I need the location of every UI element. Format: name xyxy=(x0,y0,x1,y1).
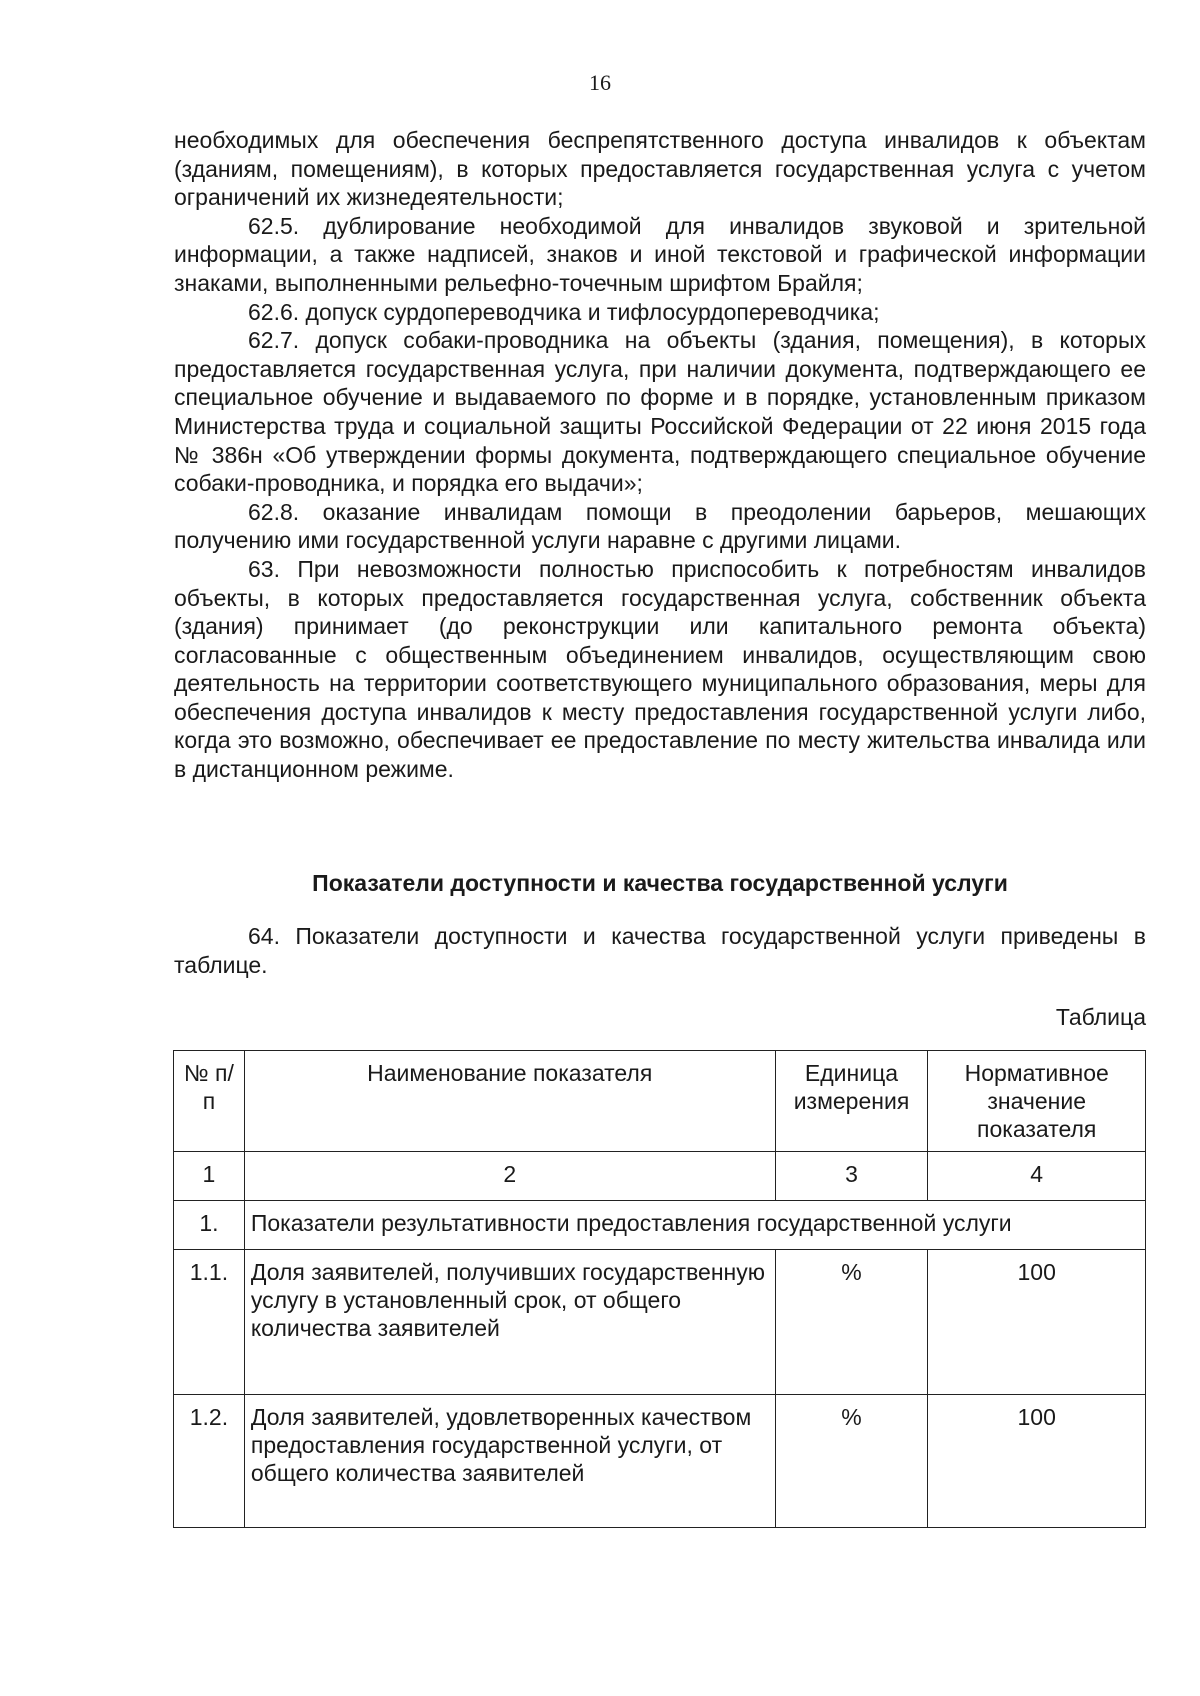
column-number-row xyxy=(174,1152,1146,1201)
column-number: 1 xyxy=(174,1152,245,1201)
table-caption: Таблица xyxy=(1055,1004,1146,1030)
table-header-row xyxy=(174,1051,1146,1152)
column-number: 3 xyxy=(775,1152,928,1201)
indicators-table xyxy=(173,1050,1146,1528)
section-heading: Показатели доступности и качества государственной услуги xyxy=(312,870,1008,896)
header-unit: Единица измерения xyxy=(775,1051,928,1152)
paragraph-62-5: 62.5. дублирование необходимой для инвалидов звуковой и зрительной информации, а также надписей, знаков и иной текстовой и графической информации знаками, выполненными рельефно-точечным шрифтом Брайля; xyxy=(174,212,1146,296)
table-row xyxy=(174,1250,1146,1395)
row-number: 1.2. xyxy=(174,1395,245,1528)
group-title: Показатели результативности предоставления государственной услуги xyxy=(244,1201,1145,1250)
table-row xyxy=(174,1395,1146,1528)
paragraph-63: 63. При невозможности полностью приспособить к потребностям инвалидов объекты, в которых предоставляется государственная услуга, собственник объекта (здания) принимает (до реконструкции или капитального ремонта объекта) согласованные с общественным объединением инвалидов, осуществляющим свою деятельность на территории соответствующего муниципального образования, меры для обеспечения доступа инвалидов к месту предоставления государственной услуги либо, когда это возможно, обеспечивает ее предоставление по месту жительства инвалида или в дистанционном режиме. xyxy=(174,555,1146,783)
paragraph-continuation: необходимых для обеспечения беспрепятственного доступа инвалидов к объектам (зданиям, помещениям), в которых предоставляется государственная услуга с учетом ограничений их жизнедеятельности; xyxy=(174,127,1146,211)
paragraph-64: 64. Показатели доступности и качества государственной услуги приведены в таблице. xyxy=(174,923,1146,978)
row-unit: % xyxy=(775,1250,928,1395)
row-indicator-name: Доля заявителей, получивших государственную услугу в установленный срок, от общего количества заявителей xyxy=(244,1250,775,1395)
row-indicator-name: Доля заявителей, удовлетворенных качеством предоставления государственной услуги, от общего количества заявителей xyxy=(244,1395,775,1528)
header-normative-value: Нормативное значение показателя xyxy=(928,1051,1146,1152)
column-number: 2 xyxy=(244,1152,775,1201)
row-value: 100 xyxy=(928,1395,1146,1528)
header-indicator-name: Наименование показателя xyxy=(244,1051,775,1152)
paragraph-62-8: 62.8. оказание инвалидам помощи в преодолении барьеров, мешающих получению ими государственной услуги наравне с другими лицами. xyxy=(174,498,1146,554)
column-number: 4 xyxy=(928,1152,1146,1201)
paragraph-62-6: 62.6. допуск сурдопереводчика и тифлосурдопереводчика; xyxy=(248,298,880,325)
header-number: № п/п xyxy=(174,1051,245,1152)
paragraph-62-7: 62.7. допуск собаки-проводника на объекты (здания, помещения), в которых предоставляется государственная услуга, при наличии документа, подтверждающего ее специальное обучение и выдаваемого по форме и в порядке, установленным приказом Министерства труда и социальной защиты Российской Федерации от 22 июня 2015 года № 386н «Об утверждении формы документа, подтверждающего специальное обучение собаки-проводника, и порядка его выдачи»; xyxy=(174,327,1146,497)
row-number: 1.1. xyxy=(174,1250,245,1395)
body-text xyxy=(174,126,1146,784)
row-value: 100 xyxy=(928,1250,1146,1395)
group-number: 1. xyxy=(174,1201,245,1250)
table-group-row xyxy=(174,1201,1146,1250)
page-number: 16 xyxy=(589,70,611,95)
row-unit: % xyxy=(775,1395,928,1528)
